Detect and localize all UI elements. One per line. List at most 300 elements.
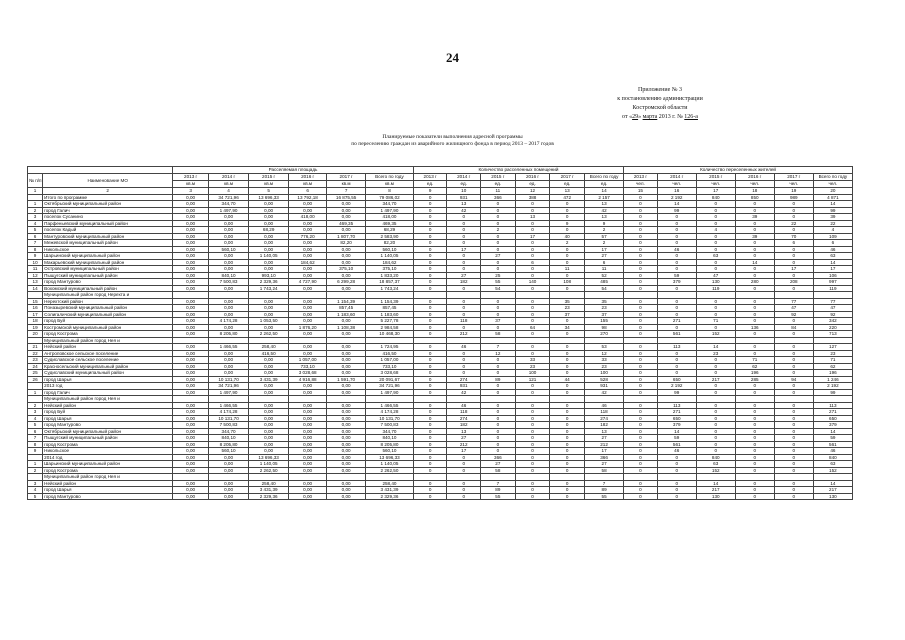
header-year: 2015 г (696, 174, 735, 181)
table-cell: 63 (813, 461, 852, 468)
column-number: 12 (515, 188, 550, 195)
annex-line-1: Приложение № 3 (638, 87, 682, 93)
table-cell: 0,00 (173, 487, 209, 494)
column-number: 13 (550, 188, 585, 195)
table-cell: 0 (515, 240, 550, 247)
table-cell: 0,00 (173, 415, 209, 422)
table-cell: 0,00 (249, 240, 289, 247)
table-cell: 0 (550, 422, 585, 429)
table-cell: 0 (774, 331, 813, 338)
table-cell: 0,00 (289, 480, 327, 487)
table-cell: 55 (481, 279, 516, 286)
table-cell: 55 (585, 493, 624, 500)
table-cell: 0 (515, 480, 550, 487)
table-cell: 0,00 (173, 305, 209, 312)
table-cell: 0,00 (173, 461, 209, 468)
table-cell: 0 (447, 370, 481, 377)
table-cell: 840 (813, 454, 852, 461)
table-cell: 0 (413, 214, 447, 221)
table-cell: 0 (624, 448, 658, 455)
table-cell: 1 108,38 (327, 324, 366, 331)
table-cell: 271 (813, 409, 852, 416)
header-year: 2013 г (413, 174, 447, 181)
table-cell: 2 262,50 (249, 331, 289, 338)
table-cell: 0 (624, 370, 658, 377)
header-total: Всего по году (813, 174, 852, 181)
table-cell: 0,00 (289, 305, 327, 312)
table-cell: 0,00 (289, 266, 327, 273)
table-cell: 1 140,05 (366, 253, 414, 260)
table-cell: 0,00 (289, 402, 327, 409)
table-cell: 46 (447, 402, 481, 409)
table-cell: 0 (657, 220, 696, 227)
table-header (28, 167, 853, 195)
table-cell: 0 (696, 389, 735, 396)
table-cell: 0 (550, 461, 585, 468)
table-cell: 0 (447, 305, 481, 312)
table-cell: 285 (735, 376, 774, 383)
table-cell: 20 091,67 (366, 376, 414, 383)
table-cell: 68,29 (366, 227, 414, 234)
table-cell: 119 (813, 285, 852, 292)
header-unit: ед. (413, 181, 447, 188)
header-unit: ед. (515, 181, 550, 188)
table-cell: 857,45 (327, 305, 366, 312)
table-cell: 0 (735, 448, 774, 455)
table-cell: 0 (657, 233, 696, 240)
table-cell: 8 205,80 (209, 441, 249, 448)
table-cell: 0 (657, 363, 696, 370)
table-cell: 0 (413, 324, 447, 331)
table-cell: 17 (813, 266, 852, 273)
table-cell: 0,00 (173, 201, 209, 208)
table-row (28, 493, 853, 500)
table-cell: 0,00 (173, 279, 209, 286)
municipality-name: Нейский район (43, 344, 173, 351)
table-cell: 0 (550, 331, 585, 338)
row-number: 23 (28, 357, 43, 364)
table-cell: 0 (481, 402, 516, 409)
header-year: 2015 г (481, 174, 516, 181)
table-cell: 2 262,50 (249, 467, 289, 474)
row-number: 2 (28, 207, 43, 214)
row-number: 3 (28, 214, 43, 221)
table-cell: 713 (813, 331, 852, 338)
table-cell: 152 (696, 331, 735, 338)
row-number: 2 (28, 467, 43, 474)
table-cell: 37 (550, 311, 585, 318)
table-cell: 184,62 (366, 259, 414, 266)
table-cell: 0 (413, 279, 447, 286)
table-cell: 33 (515, 357, 550, 364)
table-cell: 0 (657, 214, 696, 221)
table-cell: 14 (696, 344, 735, 351)
table-cell: 0 (481, 448, 516, 455)
table-cell: 33 (585, 357, 624, 364)
table-cell: 0 (735, 389, 774, 396)
table-cell: 0,00 (327, 285, 366, 292)
table-cell: 0 (550, 344, 585, 351)
table-cell: 0 (735, 383, 774, 390)
table-cell: 0 (550, 285, 585, 292)
table-cell: 0 (735, 318, 774, 325)
table-cell: 0 (624, 318, 658, 325)
table-cell: 0 (447, 480, 481, 487)
table-cell: 0 (657, 227, 696, 234)
table-cell: 0 (624, 227, 658, 234)
table-cell: 1 724,95 (366, 344, 414, 351)
table-cell: 0 (735, 207, 774, 214)
table-cell: 0 (696, 448, 735, 455)
table-cell: 12 (585, 350, 624, 357)
table-cell: 0 (481, 246, 516, 253)
table-cell: 0 (413, 227, 447, 234)
table-cell: 7 500,83 (209, 422, 249, 429)
table-cell: 0 (774, 285, 813, 292)
table-cell: 0,00 (327, 448, 366, 455)
table-cell: 0 (735, 311, 774, 318)
table-cell: 46 (585, 402, 624, 409)
table-cell: 0 (774, 344, 813, 351)
table-cell: 0 (515, 207, 550, 214)
table-cell: 0,00 (289, 285, 327, 292)
table-cell: 6 (585, 259, 624, 266)
table-cell: 0,00 (173, 240, 209, 247)
table-cell: 0 (447, 454, 481, 461)
table-cell: 271 (657, 318, 696, 325)
table-cell: 388 (515, 194, 550, 201)
table-cell: 0 (735, 415, 774, 422)
table-cell: 0 (657, 350, 696, 357)
table-cell: 54 (481, 285, 516, 292)
table-cell: 3 028,68 (366, 370, 414, 377)
table-cell: 13 792,18 (289, 194, 327, 201)
table-cell: 0 (481, 240, 516, 247)
municipality-name: Муниципальный район город Нея и (43, 337, 173, 344)
municipality-name: поселок Кадый (43, 227, 173, 234)
table-cell: 271 (657, 409, 696, 416)
table-cell: 0 (657, 480, 696, 487)
municipality-name: город Шарья (43, 487, 173, 494)
table-cell: 13 696,33 (249, 194, 289, 201)
table-cell: 42 (585, 207, 624, 214)
table-cell: 0 (624, 480, 658, 487)
table-cell: 0 (696, 246, 735, 253)
table-cell: 0 (413, 441, 447, 448)
table-cell: 0 (735, 227, 774, 234)
municipality-name: город Кострома (43, 441, 173, 448)
column-number: 7 (327, 188, 366, 195)
table-cell: 27 (447, 435, 481, 442)
table-cell: 23 (585, 363, 624, 370)
table-cell: 113 (657, 402, 696, 409)
table-cell: 0 (735, 272, 774, 279)
table-cell: 1 591,70 (327, 376, 366, 383)
table-cell: 0 (735, 487, 774, 494)
table-cell: 118 (447, 318, 481, 325)
table-cell: 0 (624, 246, 658, 253)
table-cell: 4 174,28 (366, 409, 414, 416)
table-cell: 0,00 (173, 422, 209, 429)
table-cell: 8 205,80 (366, 441, 414, 448)
table-cell: 62 (813, 363, 852, 370)
table-cell: 0,00 (289, 227, 327, 234)
table-cell: 0 (481, 233, 516, 240)
table-cell: 99 (813, 389, 852, 396)
header-unit: чел. (696, 181, 735, 188)
table-cell: 0 (696, 402, 735, 409)
table-cell: 0 (624, 220, 658, 227)
table-cell: 0 (774, 415, 813, 422)
table-cell: 1 876,20 (289, 324, 327, 331)
table-cell: 0 (447, 214, 481, 221)
header-unit: кв.м (249, 181, 289, 188)
table-cell: 0 (624, 487, 658, 494)
table-cell: 366 (585, 454, 624, 461)
table-cell: 89 (481, 376, 516, 383)
table-cell: 0 (696, 435, 735, 442)
municipality-name: Поназыревский муниципальный район (43, 305, 173, 312)
table-cell: 0,00 (209, 253, 249, 260)
table-cell: 42 (585, 389, 624, 396)
table-cell: 0 (413, 194, 447, 201)
table-cell: 344,70 (366, 201, 414, 208)
table-cell: 0 (696, 311, 735, 318)
header-row-years (28, 174, 853, 181)
table-cell: 0,00 (327, 318, 366, 325)
table-cell: 0 (624, 240, 658, 247)
table-cell: 47 (696, 272, 735, 279)
table-cell: 0,00 (209, 493, 249, 500)
table-cell: 0 (624, 350, 658, 357)
table-cell: 108 (550, 279, 585, 286)
table-cell: 13 (585, 428, 624, 435)
table-cell: 0 (735, 220, 774, 227)
row-number: 10 (28, 259, 43, 266)
table-cell: 0,00 (173, 454, 209, 461)
row-number: 7 (28, 435, 43, 442)
table-cell: 100 (585, 370, 624, 377)
table-cell: 379 (657, 279, 696, 286)
table-cell: 0,00 (173, 357, 209, 364)
table-cell: 650 (657, 415, 696, 422)
header-unit: ед. (447, 181, 481, 188)
table-cell: 0 (735, 428, 774, 435)
row-number: 3 (28, 480, 43, 487)
table-cell: 79 086,02 (366, 194, 414, 201)
table-cell: 0 (774, 461, 813, 468)
table-cell: 5 227,78 (366, 318, 414, 325)
table-cell: 0 (774, 454, 813, 461)
table-cell: 17 (585, 246, 624, 253)
table-cell: 0 (735, 344, 774, 351)
annex-date-month: марта (642, 114, 658, 120)
table-cell: 0 (447, 467, 481, 474)
table-cell: 0,00 (327, 402, 366, 409)
table-cell: 274 (447, 376, 481, 383)
municipality-name: Шарьинский муниципальный район (43, 253, 173, 260)
table-cell: 37 (585, 311, 624, 318)
municipality-name: Нерехтский район (43, 298, 173, 305)
table-cell: 0,00 (289, 331, 327, 338)
table-cell: 0 (774, 253, 813, 260)
table-cell: 0 (696, 214, 735, 221)
table-cell: 0 (735, 246, 774, 253)
table-cell: 217 (696, 376, 735, 383)
table-cell: 0,00 (209, 233, 249, 240)
annex-date-number: 126-а (684, 114, 698, 120)
table-cell: 1 497,90 (209, 207, 249, 214)
table-cell: 0 (413, 350, 447, 357)
row-number: 5 (28, 422, 43, 429)
table-cell: 119 (696, 285, 735, 292)
row-number: 4 (28, 415, 43, 422)
table-cell: 182 (447, 422, 481, 429)
table-cell: 0,00 (249, 259, 289, 266)
table-cell: 0 (413, 454, 447, 461)
table-cell: 0,00 (209, 363, 249, 370)
table-cell: 0 (515, 350, 550, 357)
table-cell: 0 (550, 318, 585, 325)
table-cell: 0 (413, 318, 447, 325)
municipality-name: Антроповское сельское поселение (43, 350, 173, 357)
annex-date-day: 29 (632, 114, 639, 120)
table-cell: 0,00 (289, 415, 327, 422)
table-cell: 0,00 (289, 409, 327, 416)
table-cell: 0 (774, 480, 813, 487)
table-cell: 840,10 (209, 272, 249, 279)
table-cell: 0 (413, 493, 447, 500)
table-cell: 13 (447, 201, 481, 208)
table-cell: 6 (515, 259, 550, 266)
row-number: 13 (28, 279, 43, 286)
table-cell: 0 (413, 409, 447, 416)
table-cell: 0 (735, 253, 774, 260)
table-cell: 217 (696, 487, 735, 494)
table-cell: 0 (515, 409, 550, 416)
table-cell: 6 299,28 (327, 279, 366, 286)
table-cell: 0,00 (249, 409, 289, 416)
table-cell: 84 (774, 324, 813, 331)
table-cell: 0,00 (173, 409, 209, 416)
header-unit: кв.м (366, 181, 414, 188)
table-cell: 0,00 (209, 305, 249, 312)
table-cell: 0 (447, 493, 481, 500)
row-number: 12 (28, 272, 43, 279)
table-cell: 217 (813, 487, 852, 494)
table-cell: 0 (550, 201, 585, 208)
table-cell: 0,00 (327, 201, 366, 208)
table-cell: 0 (515, 246, 550, 253)
table-cell: 89 (481, 487, 516, 494)
row-number: 8 (28, 441, 43, 448)
table-cell: 34 721,96 (209, 383, 249, 390)
table-cell: 0,00 (327, 214, 366, 221)
table-cell: 0 (774, 201, 813, 208)
table-cell: 0 (774, 409, 813, 416)
table-cell: 14 (813, 428, 852, 435)
table-cell: 2 329,36 (249, 493, 289, 500)
table-cell: 0,00 (249, 233, 289, 240)
table-cell: 1 743,24 (366, 285, 414, 292)
table-cell: 0,00 (249, 389, 289, 396)
table-cell: 0 (624, 467, 658, 474)
table-cell: 0 (550, 435, 585, 442)
table-cell: 44 (550, 376, 585, 383)
annex-date-mid: » (638, 114, 643, 120)
table-cell: 0 (447, 259, 481, 266)
municipality-name: Судиславское сельское поселение (43, 357, 173, 364)
municipality-name: Октябрьский муниципальный район (43, 428, 173, 435)
table-cell: 733,10 (289, 363, 327, 370)
table-cell: 0,00 (173, 220, 209, 227)
table-cell: 0 (657, 487, 696, 494)
table-cell: 0 (413, 376, 447, 383)
table-cell: 0,00 (289, 220, 327, 227)
table-cell: 0 (550, 259, 585, 266)
table-cell: 0 (774, 428, 813, 435)
table-cell: 0 (413, 201, 447, 208)
municipality-name: Солигаличский муниципальный район (43, 311, 173, 318)
table-cell: 258,40 (366, 480, 414, 487)
table-cell: 0 (550, 227, 585, 234)
table-cell: 0 (624, 259, 658, 266)
table-cell: 469,35 (327, 220, 366, 227)
table-cell: 485 (585, 279, 624, 286)
table-cell: 68,29 (249, 227, 289, 234)
table-cell: 220 (813, 324, 852, 331)
table-cell: 0,00 (249, 441, 289, 448)
table-cell: 13 696,33 (366, 454, 414, 461)
table-cell: 1 497,90 (366, 389, 414, 396)
table-cell: 0 (550, 246, 585, 253)
table-cell: 1 140,05 (366, 461, 414, 468)
table-cell: 99 (657, 207, 696, 214)
table-cell: 58 (585, 467, 624, 474)
table-cell: 0 (550, 272, 585, 279)
row-number: 9 (28, 253, 43, 260)
table-cell: 0 (624, 422, 658, 429)
table-cell: 2 (481, 227, 516, 234)
table-cell: 0,00 (249, 324, 289, 331)
table-cell: 6 (813, 240, 852, 247)
title-line-1: Планируемые показатели выполнения адресной программы (382, 134, 523, 140)
table-cell: 0 (774, 318, 813, 325)
header-unit: чел. (735, 181, 774, 188)
table-cell: 7 (481, 480, 516, 487)
annex-date-year: 2013 г. № (657, 114, 685, 120)
table-cell: 0,00 (289, 344, 327, 351)
table-cell: 0,00 (209, 454, 249, 461)
table-cell: 4 727,90 (289, 279, 327, 286)
table-cell: 0 (515, 305, 550, 312)
table-cell: 34 721,96 (366, 383, 414, 390)
table-cell: 1 466,55 (366, 402, 414, 409)
table-cell: 0,00 (249, 214, 289, 221)
table-cell: 6 (774, 240, 813, 247)
table-cell: 416,50 (249, 350, 289, 357)
table-cell: 0 (774, 363, 813, 370)
row-number: 6 (28, 233, 43, 240)
table-cell: 17 (515, 233, 550, 240)
table-cell: 0 (413, 246, 447, 253)
table-cell: 0 (624, 324, 658, 331)
municipality-name: Муниципальный район город Нерехта и (43, 292, 173, 299)
table-cell: 0,00 (173, 233, 209, 240)
row-number: 16 (28, 305, 43, 312)
table-cell: 0 (774, 207, 813, 214)
table-cell: 0 (774, 214, 813, 221)
